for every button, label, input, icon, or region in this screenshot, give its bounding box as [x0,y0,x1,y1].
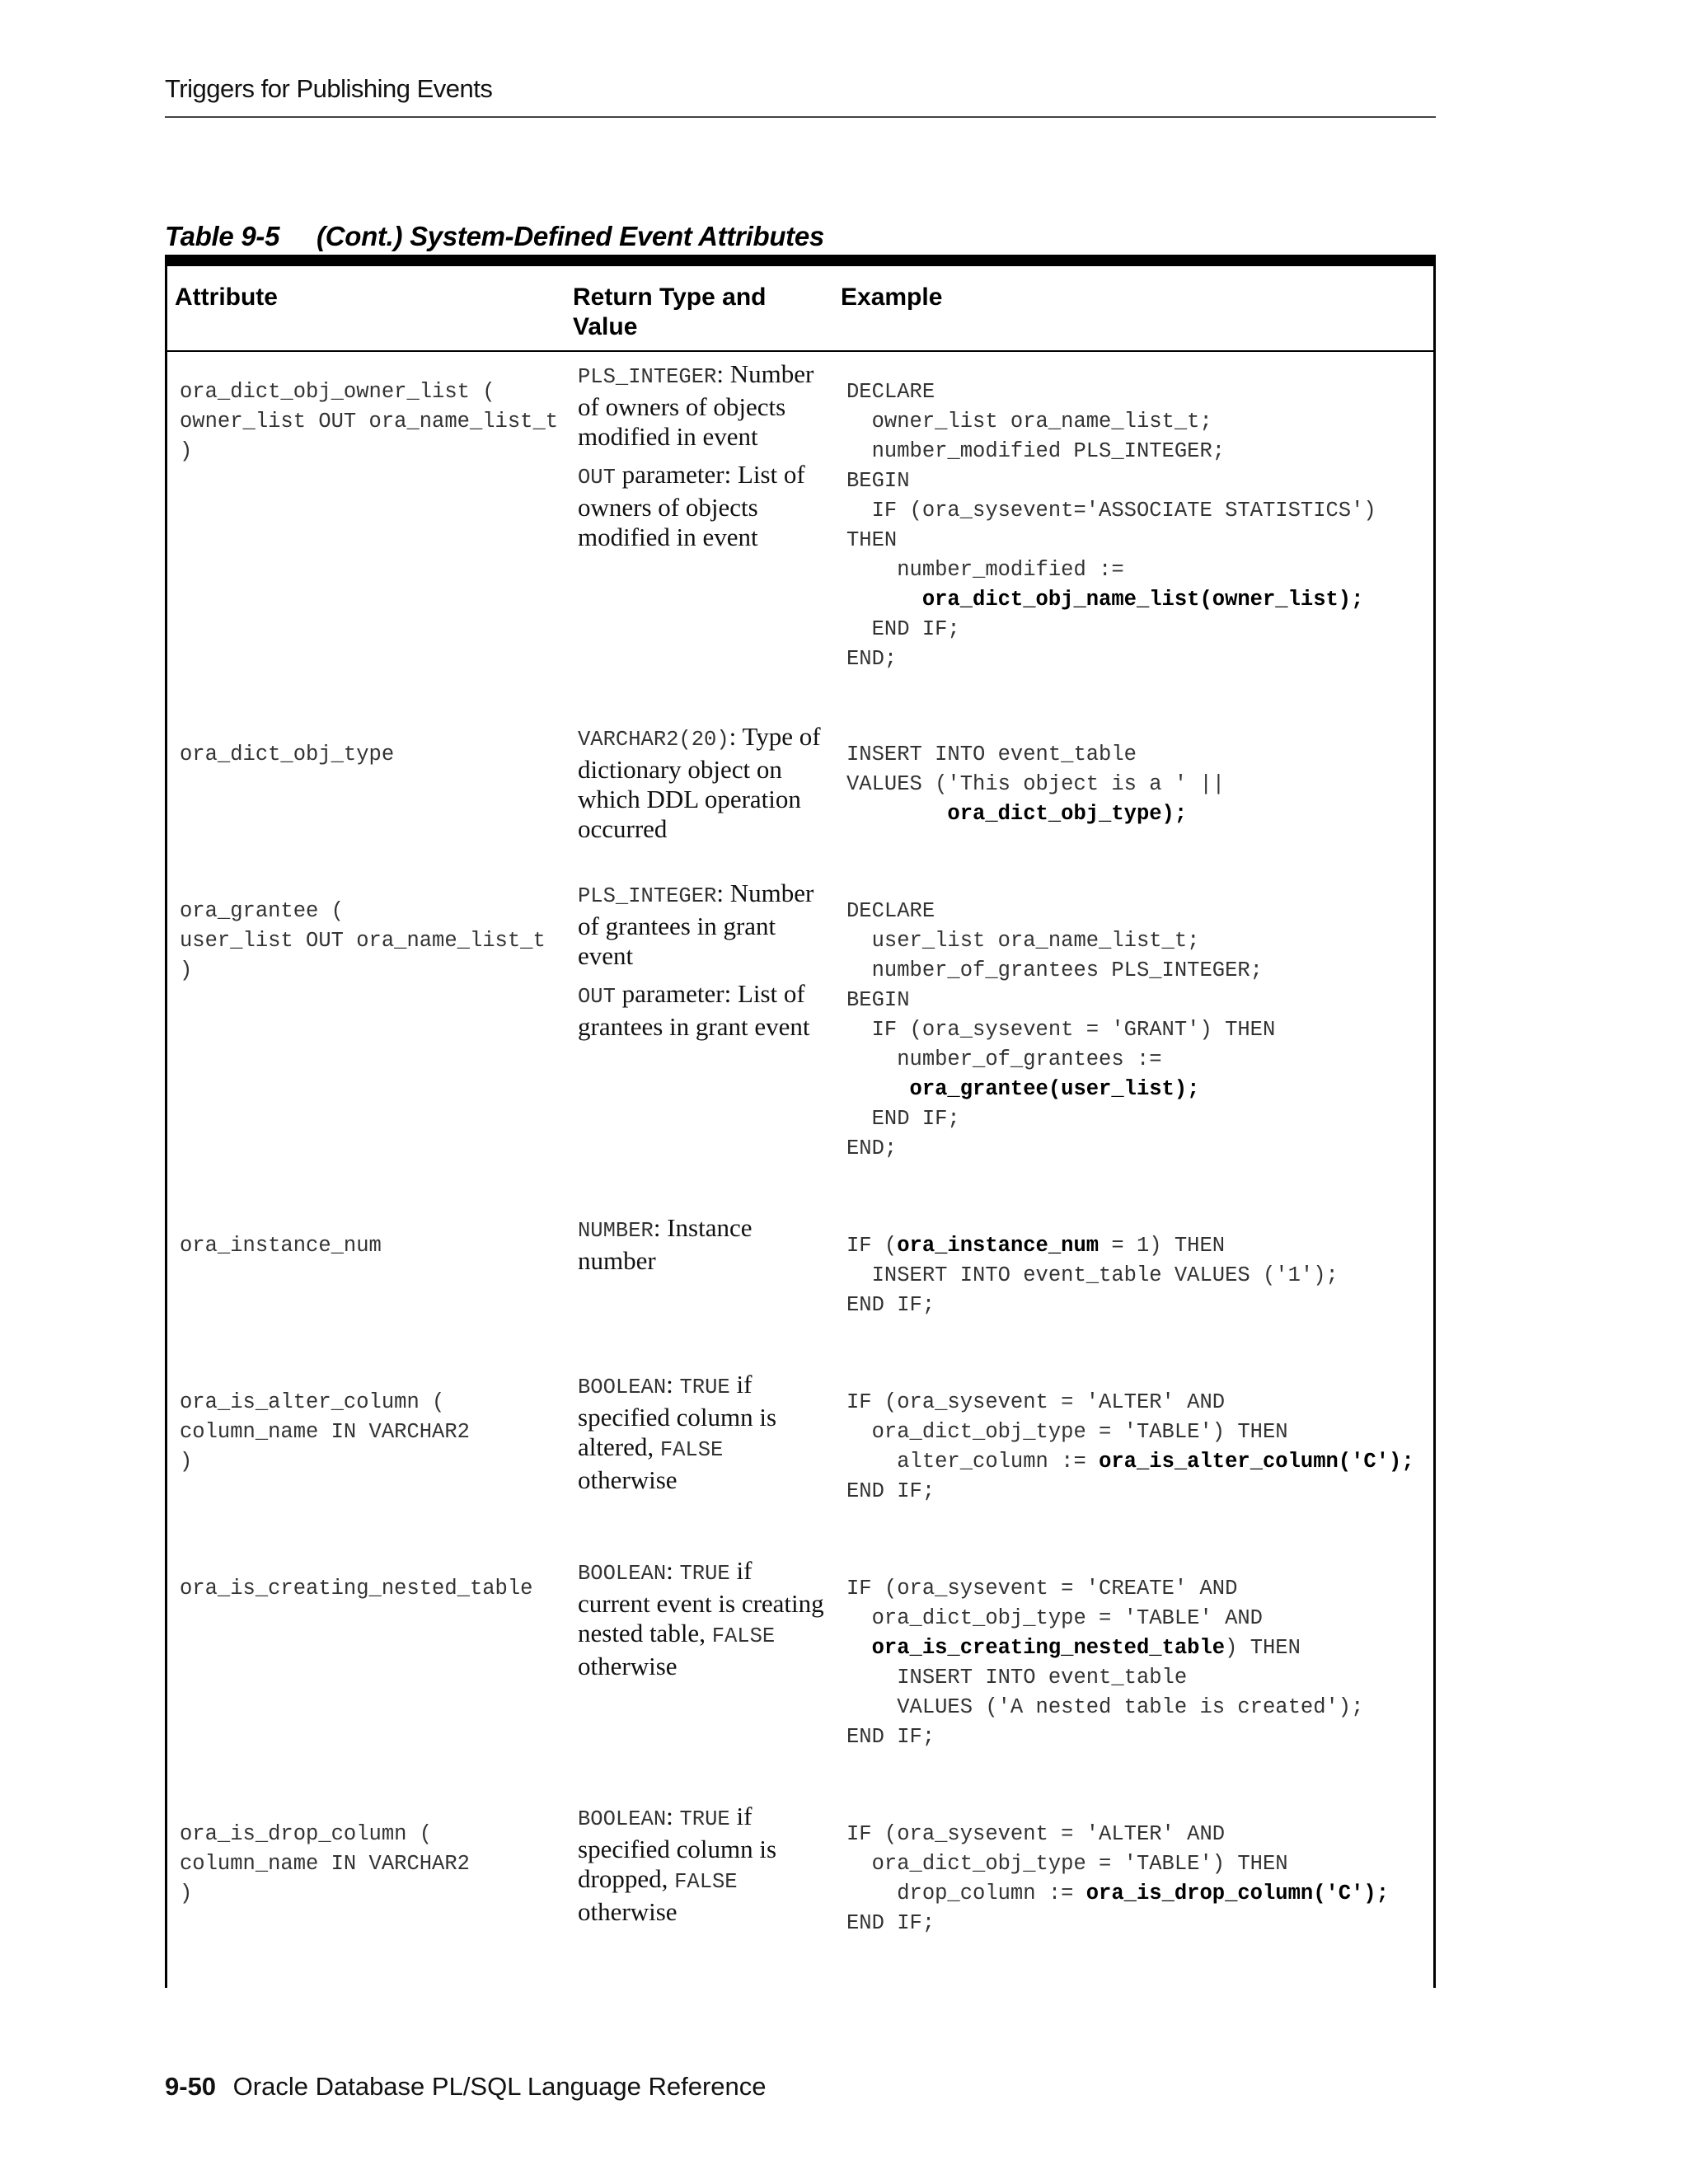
code-line: IF (ora_instance_num = 1) THEN [846,1234,1226,1258]
code-line: user_list ora_name_list_t; [846,929,1200,953]
return-description: Instance number [578,1213,753,1275]
return-description: Number of grantees in grant event [578,879,814,970]
return-description: if specified column is dropped, [578,1802,777,1893]
code-line: END IF; [846,1725,935,1749]
false-code: FALSE [659,1438,724,1462]
return-type-code: NUMBER [578,1219,654,1243]
code-line: END IF; [846,1107,960,1131]
code-line: INSERT INTO event_table VALUES ('1'); [846,1263,1339,1287]
code-line-bold: ora_dict_obj_type); [846,802,1188,826]
code-line: BEGIN [846,988,910,1012]
code-line: END IF; [846,1479,935,1503]
return-type-code: PLS_INTEGER [578,884,717,908]
code-line: DECLARE [846,380,935,404]
code-line: number_of_grantees := [846,1047,1162,1071]
code-line-rest: = 1) THEN [1099,1234,1226,1258]
attribute-cell: ora_instance_num [180,1234,382,1258]
return-type-code: PLS_INTEGER [578,365,717,389]
example-code-block [846,1231,1339,1320]
out-description: parameter: List of owners of objects modified in event [578,460,805,551]
return-description: if specified column is altered, [578,1370,777,1461]
code-line: END; [846,1137,898,1160]
example-code-block [846,1820,1389,1938]
code-bold-token: ora_instance_num [897,1234,1100,1258]
header-rule [165,116,1436,118]
code-bold-token: ora_is_alter_column('C'); [1099,1450,1414,1474]
code-line: VALUES ('A nested table is created'); [846,1695,1364,1719]
code-line: END IF; [846,1911,935,1935]
return-type-code: BOOLEAN [578,1562,667,1586]
code-line: END IF; [846,1293,935,1317]
table-caption [165,221,824,252]
code-line: ora_dict_obj_type = 'TABLE') THEN [846,1420,1288,1444]
example-code-block [846,377,1376,674]
return-tail: otherwise [578,1897,678,1926]
table-header-rule [165,350,1436,352]
code-line-bold: ora_grantee(user_list); [846,1077,1200,1101]
code-line: THEN [846,528,898,552]
return-type-cell: BOOLEAN: TRUE if specified column is altered, FALSE otherwise [578,1370,777,1494]
return-type-code: VARCHAR2(20) [578,728,729,752]
code-line: END IF; [846,617,960,641]
code-line: INSERT INTO event_table [846,743,1137,766]
code-line: IF (ora_sysevent = 'ALTER' AND [846,1822,1226,1846]
book-title: Oracle Database PL/SQL Language Reference [232,2072,767,2101]
false-code: FALSE [711,1624,776,1648]
column-header-return-type: Return Type and Value [573,284,767,340]
code-line: DECLARE [846,899,935,923]
table-right-border [1433,255,1436,1988]
return-type-cell: NUMBER: Instance number [578,1213,753,1275]
true-code: TRUE [679,1807,730,1831]
code-line: IF (ora_sysevent = 'CREATE' AND [846,1577,1238,1601]
code-line: IF (ora_sysevent = 'GRANT') THEN [846,1018,1276,1042]
example-code-block [846,1574,1363,1752]
return-description: if current event is creating nested table, [578,1556,824,1647]
code-line: IF (ora_sysevent = 'ALTER' AND [846,1390,1226,1414]
true-code: TRUE [679,1562,730,1586]
column-header-attribute: Attribute [175,284,278,311]
return-type-cell: PLS_INTEGER: Number of grantees in grant event OUT parameter: List of grantees in grant event [578,879,814,1041]
code-line: number_modified PLS_INTEGER; [846,439,1226,463]
return-type-cell: BOOLEAN: TRUE if specified column is dropped, FALSE otherwise [578,1802,777,1926]
code-line: ora_is_creating_nested_table) THEN [871,1636,1301,1660]
return-tail: otherwise [578,1652,678,1680]
code-line: number_modified := [846,558,1124,582]
attribute-cell: ora_dict_obj_type [180,743,395,766]
code-line: VALUES ('This object is a ' || [846,772,1226,796]
attribute-cell: ora_is_drop_column ( column_name IN VARCHAR2 ) [180,1822,470,1905]
example-code-block [846,740,1225,829]
attribute-cell: ora_dict_obj_owner_list ( owner_list OUT ora_name_list_t ) [180,380,559,463]
code-line-bold: ora_dict_obj_name_list(owner_list); [846,588,1364,612]
code-line: END; [846,647,898,671]
table-caption-title: (Cont.) System-Defined Event Attributes [316,221,824,251]
code-line: BEGIN [846,469,910,493]
table-caption-number: Table 9-5 [165,221,280,251]
attribute-cell: ora_is_alter_column ( column_name IN VARCHAR2 ) [180,1390,470,1474]
return-description: Number of owners of objects modified in event [578,359,814,451]
false-code: FALSE [674,1870,738,1894]
return-type-code: BOOLEAN [578,1807,667,1831]
code-bold-token: ora_is_drop_column('C'); [1085,1882,1390,1905]
return-type-cell: VARCHAR2(20): Type of dictionary object on which DDL operation occurred [578,722,821,843]
code-line: number_of_grantees PLS_INTEGER; [846,958,1263,982]
out-type-code: OUT [578,985,616,1009]
page-footer [165,2072,767,2102]
example-code-block [846,1388,1414,1507]
code-line: INSERT INTO event_table [846,1666,1188,1690]
return-type-cell: BOOLEAN: TRUE if current event is creating nested table, FALSE otherwise [578,1556,824,1680]
code-line: owner_list ora_name_list_t; [846,410,1212,434]
attribute-cell: ora_is_creating_nested_table [180,1577,533,1601]
return-description: Type of dictionary object on which DDL operation occurred [578,722,821,843]
column-header-example: Example [841,284,943,311]
code-line: alter_column := ora_is_alter_column('C'); [846,1450,1414,1474]
out-description: parameter: List of grantees in grant event [578,979,810,1041]
code-line: drop_column := ora_is_drop_column('C'); [846,1882,1390,1905]
table-top-bar [165,255,1436,266]
code-line: IF (ora_sysevent='ASSOCIATE STATISTICS') [846,499,1376,523]
return-tail: otherwise [578,1465,678,1494]
example-code-block [846,897,1275,1164]
return-type-code: BOOLEAN [578,1376,667,1399]
out-type-code: OUT [578,466,616,490]
true-code: TRUE [679,1376,730,1399]
return-type-cell: PLS_INTEGER: Number of owners of objects modified in event OUT parameter: List of owners of objects modified in event [578,359,814,551]
page-number: 9-50 [165,2072,217,2101]
code-line: ora_dict_obj_type = 'TABLE' AND [846,1606,1263,1630]
running-header: Triggers for Publishing Events [165,74,493,103]
code-bold-token: ora_is_creating_nested_table [871,1636,1226,1660]
attribute-cell: ora_grantee ( user_list OUT ora_name_list_t ) [180,899,546,982]
table-left-border [165,255,167,1988]
code-line: ora_dict_obj_type = 'TABLE') THEN [846,1852,1288,1876]
